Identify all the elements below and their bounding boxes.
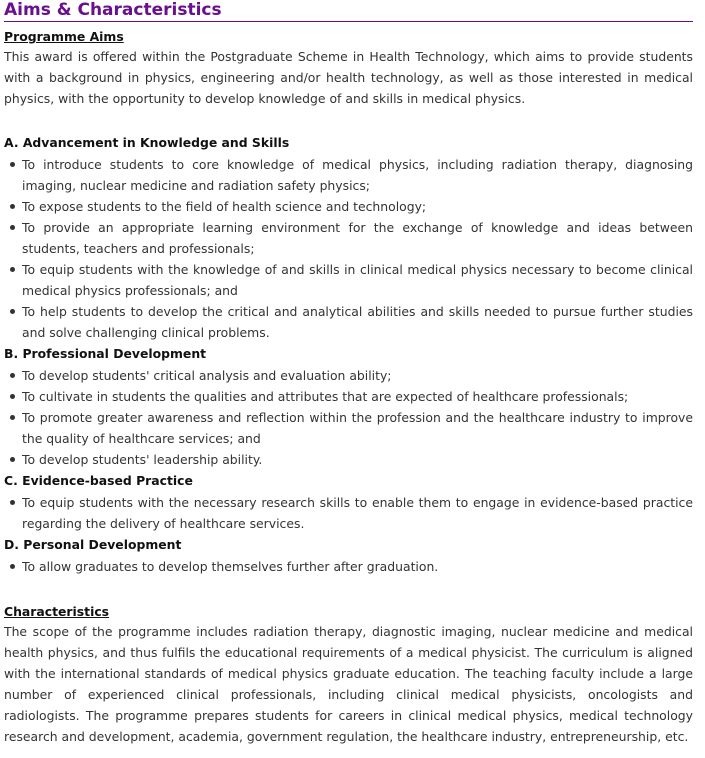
characteristics-heading: Characteristics [4,604,110,619]
list-item: To introduce students to core knowledge of medical physics, including radiation therapy, diagnosing imaging, nuclear medicine and radiation safety physics; [4,154,693,196]
section-a-list [4,154,693,343]
list-item: To develop students' critical analysis and evaluation ability; [4,365,693,386]
list-item: To equip students with the necessary research skills to enable them to engage in evidence-based practice regarding the delivery of healthcare services. [4,492,693,534]
list-item: To equip students with the knowledge of and skills in clinical medical physics necessary to become clinical medical physics professionals; and [4,259,693,301]
list-item: To cultivate in students the qualities and attributes that are expected of healthcare professionals; [4,386,693,407]
section-c-list [4,492,693,534]
section-d-heading: D. Personal Development [4,537,182,552]
section-c-heading: C. Evidence-based Practice [4,473,193,488]
list-item: To expose students to the field of health science and technology; [4,196,693,217]
spacer [4,109,693,132]
page-title: Aims & Characteristics [4,0,693,22]
programme-aims-heading: Programme Aims [4,29,124,44]
section-b-list [4,365,693,470]
list-item: To provide an appropriate learning environment for the exchange of knowledge and ideas between students, teachers and professionals; [4,217,693,259]
list-item: To allow graduates to develop themselves further after graduation. [4,556,693,577]
list-item: To help students to develop the critical and analytical abilities and skills needed to pursue further studies and solve challenging clinical problems. [4,301,693,343]
list-item: To develop students' leadership ability. [4,449,693,470]
section-b-heading: B. Professional Development [4,346,207,361]
section-d-list [4,556,693,577]
spacer [4,577,693,602]
aims-sections [4,132,693,577]
list-item: To promote greater awareness and reflection within the profession and the healthcare industry to improve the quality of healthcare services; and [4,407,693,449]
programme-aims-intro: This award is offered within the Postgraduate Scheme in Health Technology, which aims to provide students with a background in physics, engineering and/or health technology, as well as those interested in medical physics, with the opportunity to develop knowledge of and skills in medical physics. [4,49,693,106]
characteristics-text: The scope of the programme includes radiation therapy, diagnostic imaging, nuclear medicine and medical health physics, and thus fulfils the educational requirements of a medical physicist. The curriculum is aligned with the international standards of medical physics graduate education. The teaching faculty include a large number of experienced clinical professionals, including clinical medical physicists, oncologists and radiologists. The programme prepares students for careers in clinical medical physics, medical technology research and development, academia, government regulation, the healthcare industry, entrepreneurship, etc. [4,624,693,744]
section-a-heading: A. Advancement in Knowledge and Skills [4,135,290,150]
